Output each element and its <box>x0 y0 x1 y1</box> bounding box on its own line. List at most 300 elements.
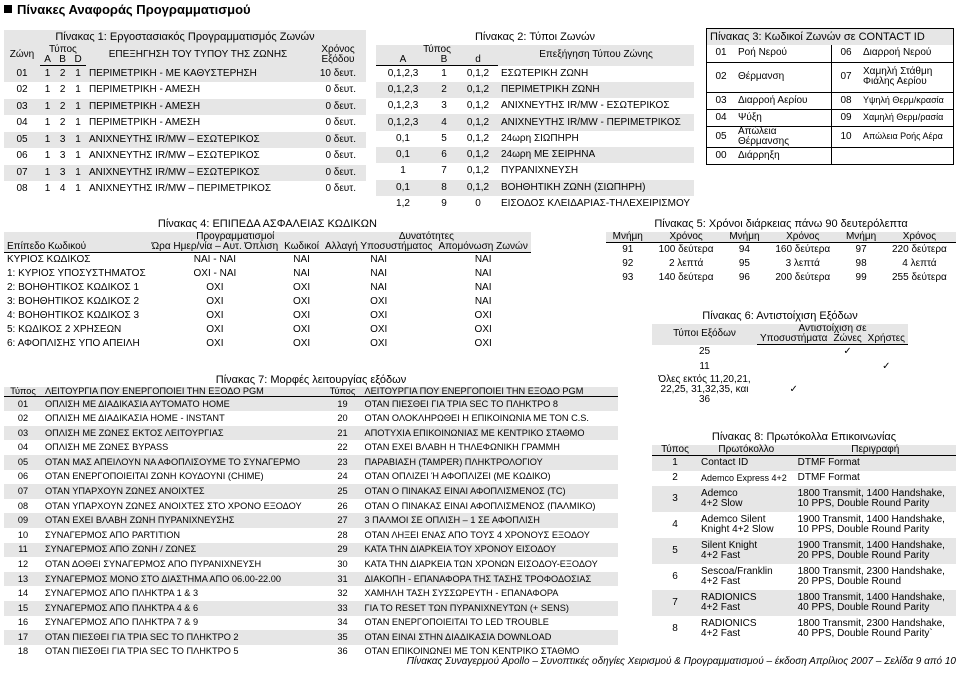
table-row <box>652 456 956 471</box>
table-row <box>4 295 531 309</box>
cell: 3 <box>652 486 698 512</box>
protocol-name: Ademco <box>701 487 738 499</box>
cell: 8 <box>672 622 678 634</box>
cell: 0,1,2 <box>466 67 490 79</box>
cell: 0,1,2 <box>466 132 490 144</box>
cell: ΟΤΑΝ ΕΠΙΚΟΙΝΩΝΕΙ ΜΕ ΤΟΝ ΚΕΝΤΡΙΚΟ ΣΤΑΘΜΟ <box>364 646 580 657</box>
desc-line-1: 1900 Transmit, 1400 Handshake, <box>797 539 945 551</box>
check-cell <box>830 360 864 375</box>
protocol-name: RADIONICS <box>701 591 757 603</box>
desc-line-2: 10 PPS, Double Round Parity <box>797 523 930 535</box>
cell: ΟΤΑΝ Ο ΠΙΝΑΚΑΣ ΕΙΝΑΙ ΑΦΟΠΛΙΣΜΕΝΟΣ (TC) <box>362 484 618 499</box>
header-type: Τύπος <box>652 445 698 456</box>
check-cell: ✓ <box>843 346 852 358</box>
cell: 5 <box>652 538 698 564</box>
check-cell <box>865 345 908 360</box>
cell: 06 <box>832 45 861 62</box>
table-row <box>4 426 618 441</box>
cell: ΟΤΑΝ ΕΝΕΡΓΟΠΟΙΕΙΤΑΙ ΖΩΝΗ ΚΟΥΔΟΥΝΙ (CHIME) <box>45 471 264 482</box>
cell: 19 <box>324 397 362 412</box>
protocol-desc <box>795 538 956 564</box>
table-row <box>606 257 956 271</box>
check-cell <box>865 375 908 405</box>
zone-type-desc: ΠΕΡΙΜΕΤΡΙΚΗ - ΑΜΕΣΗ <box>88 117 201 129</box>
cell: 08 <box>16 183 28 195</box>
cell: 03 <box>707 92 736 109</box>
cell: ΝΑΙ <box>293 253 310 265</box>
table-row <box>4 309 531 323</box>
cell: 06 <box>16 150 28 162</box>
protocol-variant: 4+2 Fast <box>701 549 741 561</box>
cell: Υψηλή Θερμ/κρασία <box>860 92 954 109</box>
cell: ΣΥΝΑΓΕΡΜΟΣ ΜΟΝΟ ΣΤΟ ΔΙΑΣΤΗΜΑ ΑΠΟ 06.00-22.00 <box>42 572 324 587</box>
header-d: d <box>458 55 498 66</box>
header-memory: Μνήμη <box>723 232 767 243</box>
cell: 06 <box>17 471 29 482</box>
header-b: B <box>55 55 70 66</box>
cell: 24ωρη ΜΕ ΣΕΙΡΗΝΑ <box>498 147 694 163</box>
cell: ΟΧΙ <box>474 337 492 349</box>
desc-line-1: DTMF Format <box>797 472 860 483</box>
cell: Διάρρηξη <box>735 147 832 164</box>
cell: 1 <box>40 132 55 149</box>
header-exit-time: Χρόνος Εξόδου <box>310 45 366 66</box>
table-row <box>4 601 618 616</box>
protocol-name: Sescoa/Franklin <box>701 565 773 577</box>
cell: 05 <box>707 126 736 147</box>
protocol-desc <box>795 616 956 642</box>
cell: 1 <box>75 183 81 195</box>
cell: 1 <box>75 150 81 162</box>
table-row <box>652 538 956 564</box>
cell: 4 <box>672 518 678 530</box>
protocol-name: Contact ID <box>701 457 749 469</box>
cell: 11 <box>4 543 42 558</box>
cell: ΟΤΑΝ ΕΝΕΡΓΟΠΟΙΕΙΤΑΙ ΤΟ LED TROUBLE <box>364 617 549 628</box>
cell: 0 δευτ. <box>325 117 356 129</box>
table-row <box>4 616 618 631</box>
cell: ΟΧΙ <box>370 337 388 349</box>
cell: 0,1,2 <box>466 165 490 177</box>
cell: 2: ΒΟΗΘΗΤΙΚΟΣ ΚΩΔΙΚΟΣ 1 <box>7 281 140 293</box>
table-row <box>376 98 694 114</box>
protocol-cell <box>698 486 795 512</box>
table-row <box>652 360 908 375</box>
protocol-cell <box>698 564 795 590</box>
protocol-cell <box>698 512 795 538</box>
cell: ΧΑΜΗΛΗ ΤΑΣΗ ΣΥΣΣΩΡΕΥΤΗ - ΕΠΑΝΑΦΟΡΑ <box>364 588 559 599</box>
cell: ΣΥΝΑΓΕΡΜΟΣ ΑΠΟ ΖΩΝΗ / ΖΩΝΕΣ <box>42 543 324 558</box>
cell: 0,1 <box>396 132 410 144</box>
cell: ΟΠΛΙΣΗ ΜΕ ΖΩΝΕΣ ΕΚΤΟΣ ΛΕΙΤΟΥΡΓΙΑΣ <box>42 426 324 441</box>
header-change: Αλλαγή Υποσυστήματος <box>322 242 436 253</box>
cell: 07 <box>832 62 861 92</box>
cell: ΟΤΑΝ ΠΙΕΣΘΕΙ ΓΙΑ ΤΡΙΑ SEC ΤΟ ΠΛΗΚΤΡΟ 5 <box>45 646 239 657</box>
cell: 3 <box>59 150 66 162</box>
cell: 1 <box>75 84 81 96</box>
protocol-cell <box>698 616 795 642</box>
check-cell <box>830 375 864 405</box>
table-4-title: Πίνακας 4: ΕΠΙΠΕΔΑ ΑΣΦΑΛΕΙΑΣ ΚΩΔΙΚΩΝ <box>157 217 377 230</box>
cell: 4: ΒΟΗΘΗΤΙΚΟΣ ΚΩΔΙΚΟΣ 3 <box>7 309 140 321</box>
header-level: Επίπεδο Κωδικού <box>4 242 149 253</box>
cell: 140 δεύτερα <box>658 271 714 283</box>
zone-type-desc: ΑΝΙΧΝΕΥΤΗΣ IR/MW – ΕΣΩΤΕΡΙΚΟΣ <box>88 150 260 162</box>
cell: ΟΧΙ <box>206 295 224 307</box>
cell: ΟΤΑΝ ΠΙΕΣΘΕΙ ΓΙΑ ΤΡΙΑ SEC ΤΟ ΠΛΗΚΤΡΟ 8 <box>362 397 618 412</box>
cell: 160 δεύτερα <box>775 243 831 255</box>
cell: 12 <box>17 558 29 569</box>
cell: 4 λεπτά <box>902 257 937 269</box>
cell: 96 <box>738 271 750 283</box>
header-mapping: Αντιστοίχιση σε <box>757 324 908 334</box>
desc-line-1: 1800 Transmit, 2300 Handshake, <box>797 617 945 629</box>
protocol-cell <box>698 590 795 616</box>
header-zone: Ζώνη <box>4 45 40 66</box>
cell: Ψύξη <box>735 109 832 126</box>
protocol-desc <box>795 512 956 538</box>
cell: 200 δεύτερα <box>775 271 831 283</box>
cell: 0 δευτ. <box>310 165 366 182</box>
cell: 02 <box>16 84 28 96</box>
table-2-title: Πίνακας 2: Τύποι Ζωνών <box>474 31 596 43</box>
protocol-variant: 4+2 Slow <box>701 497 743 509</box>
header-bypass: Απομόνωση Ζωνών <box>435 242 530 253</box>
cell: Χαμηλή Θερμ/ρασία <box>860 109 954 126</box>
cell: ΟΤΑΝ ΥΠΑΡΧΟΥΝ ΖΩΝΕΣ ΑΝΟΙΧΤΕΣ <box>42 484 324 499</box>
protocol-variant: 4+2 Fast <box>701 601 741 613</box>
table-3-title: Πίνακας 3: Κωδικοί Ζωνών σε CONTACT ID <box>707 29 954 46</box>
cell: 18 <box>17 646 29 657</box>
cell: 32 <box>337 588 348 599</box>
cell: Θέρμανση <box>735 62 832 92</box>
cell: ΟΤΑΝ Ο ΠΙΝΑΚΑΣ ΕΙΝΑΙ ΑΦΟΠΛΙΣΜΕΝΟΣ (ΠΑΛΜΙΚΟ) <box>364 500 596 511</box>
zone-type-desc: ΠΕΡΙΜΕΤΡΙΚΗ - ΑΜΕΣΗ <box>86 99 310 116</box>
header-a: A <box>376 55 430 66</box>
cell: 29 <box>324 543 362 558</box>
square-bullet-icon <box>4 5 12 13</box>
table-row <box>606 243 956 257</box>
zone-type-desc: ΑΝΙΧΝΕΥΤΗΣ IR/MW – ΕΣΩΤΕΡΙΚΟΣ <box>86 132 310 149</box>
table-row <box>4 253 531 267</box>
cell: ΟΤΑΝ ΔΟΘΕΙ ΣΥΝΑΓΕΡΜΟΣ ΑΠΟ ΠΥΡΑΝΙΧΝΕΥΣΗ <box>45 558 262 569</box>
table-5-title: Πίνακας 5: Χρόνοι διάρκειας πάνω 90 δευτερόλεπτα <box>654 217 908 230</box>
cell: ΔΙΑΚΟΠΗ - ΕΠΑΝΑΦΟΡΑ ΤΗΣ ΤΑΣΗΣ ΤΡΟΦΟΔΟΣΙΑΣ <box>362 572 618 587</box>
cell: 0 δευτ. <box>310 132 366 149</box>
table-row <box>376 114 694 130</box>
cell: ΟΧΙ - ΝΑΙ <box>193 267 237 279</box>
cell: ΟΧΙ <box>292 337 311 349</box>
table-row <box>707 126 954 147</box>
cell: 04 <box>16 117 28 129</box>
cell: ΟΠΛΙΣΗ ΜΕ ΖΩΝΕΣ BYPASS <box>45 442 169 453</box>
cell: 1 <box>652 456 698 471</box>
cell: 9 <box>441 198 447 210</box>
cell: 94 <box>738 243 750 255</box>
protocol-name: Silent Knight <box>701 539 758 551</box>
cell: 24ωρη ΣΙΩΠΗΡΗ <box>501 132 579 144</box>
cell <box>860 147 954 164</box>
table-5 <box>606 216 956 285</box>
cell: 04 <box>707 109 736 126</box>
table-row <box>376 131 694 147</box>
cell: 0,1 <box>376 147 430 163</box>
cell: 1 <box>70 66 86 83</box>
cell: 15 <box>4 601 42 616</box>
header-codes: Κωδικοί <box>281 242 322 253</box>
header-protocol: Πρωτόκολλο <box>698 445 795 456</box>
header-desc: Επεξήγηση Τύπου Ζώνης <box>498 45 694 66</box>
protocol-desc <box>795 471 956 486</box>
cell: 92 <box>622 257 634 269</box>
table-row <box>4 148 366 165</box>
table-row <box>4 630 618 645</box>
protocol-desc <box>795 590 956 616</box>
desc-line-1: 1800 Transmit, 2300 Handshake, <box>797 565 945 577</box>
cell: 26 <box>337 500 348 511</box>
cell: 0,1,2,3 <box>376 82 430 98</box>
header-type: Τύπος <box>40 45 86 55</box>
header-time: Χρόνος <box>650 232 723 243</box>
cell: ΟΧΙ <box>292 295 311 307</box>
cell: 23 <box>324 455 362 470</box>
header-memory: Μνήμη <box>606 232 650 243</box>
cell: ΠΕΡΙΜΕΤΡΙΚΗ ΖΩΝΗ <box>498 82 694 98</box>
output-type: Όλες εκτός 11,20,21, 22,25, 31,32,35, και 36 <box>658 373 751 405</box>
header-type-2: Τύπος <box>324 387 362 397</box>
desc-line-2: 40 PPS, Double Round Parity` <box>797 627 933 639</box>
cell: 24 <box>337 471 348 482</box>
cell: 7 <box>441 165 447 177</box>
cell: 36 <box>337 646 348 657</box>
cell: ΣΥΝΑΓΕΡΜΟΣ ΑΠΟ PARTITION <box>45 529 181 540</box>
cell: ΚΥΡΙΟΣ ΚΩΔΙΚΟΣ <box>7 253 91 265</box>
table-row <box>4 586 618 601</box>
cell: 1,2 <box>396 198 410 210</box>
table-row <box>376 147 694 163</box>
table-row <box>707 62 954 92</box>
cell: 0,1,2,3 <box>376 114 430 130</box>
table-row <box>4 99 366 116</box>
table-row <box>4 82 366 99</box>
table-row <box>4 411 618 426</box>
cell: 95 <box>738 257 750 269</box>
cell: 1 <box>40 99 55 116</box>
table-row <box>4 132 366 149</box>
header-output-type: Τύποι Εξόδων <box>652 324 757 345</box>
protocol-name: RADIONICS <box>701 617 757 629</box>
cell: 02 <box>707 62 736 92</box>
table-row <box>4 165 366 182</box>
header-type: Τύπος <box>376 45 498 55</box>
cell: 1 <box>441 67 447 79</box>
cell: ΟΧΙ <box>206 337 224 349</box>
cell: 2 <box>55 66 70 83</box>
table-2 <box>376 30 694 212</box>
table-row <box>4 557 618 572</box>
table-row <box>4 440 618 455</box>
header-time: Χρόνος <box>883 232 956 243</box>
cell: 0,1,2 <box>458 180 498 196</box>
cell: 1 <box>40 66 55 83</box>
cell: 0,1,2,3 <box>387 100 419 112</box>
desc-line-1: 1900 Transmit, 1400 Handshake, <box>797 513 945 525</box>
cell: ΝΑΙ <box>293 267 310 279</box>
cell: ΣΥΝΑΓΕΡΜΟΣ ΑΠΟ ΠΛΗΚΤΡΑ 7 & 9 <box>45 617 199 628</box>
cell: Απώλεια Ροής Αέρα <box>860 126 954 147</box>
cell: ΟΧΙ <box>474 309 492 321</box>
cell: 16 <box>17 617 29 628</box>
cell: 34 <box>337 617 348 628</box>
desc-line-2: 20 PPS, Double Round Parity <box>797 549 930 561</box>
cell: ΑΠΟΤΥΧΙΑ ΕΠΙΚΟΙΝΩΝΙΑΣ ΜΕ ΚΕΝΤΡΙΚΟ ΣΤΑΘΜΟ <box>362 426 618 441</box>
cell: ΝΑΙ <box>370 267 388 279</box>
cell: 6 <box>430 147 458 163</box>
protocol-cell <box>698 471 795 486</box>
cell: 10 <box>832 126 861 147</box>
cell: 3 ΠΑΛΜΟΙ ΣΕ ΟΠΛΙΣΗ – 1 ΣΕ ΑΦΟΠΛΙΣΗ <box>362 513 618 528</box>
cell: ΠΥΡΑΝΙΧΝΕΥΣΗ <box>501 165 579 177</box>
cell: 30 <box>337 558 348 569</box>
cell: 4 <box>430 114 458 130</box>
cell: ΟΤΑΝ ΠΙΕΣΘΕΙ ΓΙΑ ΤΡΙΑ SEC ΤΟ ΠΛΗΚΤΡΟ 2 <box>42 630 324 645</box>
cell: 33 <box>324 601 362 616</box>
cell: 07 <box>4 165 40 182</box>
protocol-cell <box>698 456 795 471</box>
cell: ΟΠΛΙΣΗ ΜΕ ΔΙΑΔΙΚΑΣΙΑ HOME - INSTANT <box>45 412 225 423</box>
cell: 14 <box>17 588 29 599</box>
cell: ΚΑΤΑ ΤΗΝ ΔΙΑΡΚΕΙΑ ΤΩΝ ΧΡΟΝΩΝ ΕΙΣΟΔΟΥ-ΕΞΟΔΟΥ <box>364 558 598 569</box>
zone-type-desc: ΠΕΡΙΜΕΤΡΙΚΗ - ΜΕ ΚΑΘΥΣΤΕΡΗΣΗ <box>86 66 310 83</box>
cell <box>832 147 861 164</box>
table-3 <box>706 28 954 165</box>
table-row <box>4 513 618 528</box>
table-row <box>4 455 618 470</box>
cell: 08 <box>17 500 29 511</box>
cell: ΝΑΙ - ΝΑΙ <box>193 253 237 265</box>
cell: ΟΤΑΝ ΟΛΟΚΛΗΡΩΘΕΙ Η ΕΠΙΚΟΙΝΩΝΙΑ ΜΕ ΤΟΝ C.S. <box>364 412 589 423</box>
cell: 2 <box>55 99 70 116</box>
header-b: B <box>430 55 458 66</box>
check-cell: ✓ <box>882 361 891 372</box>
cell: ΝΑΙ <box>370 281 388 293</box>
cell: 220 δεύτερα <box>892 243 947 255</box>
protocol-cell <box>698 538 795 564</box>
zone-type-desc: ΠΕΡΙΜΕΤΡΙΚΗ - ΑΜΕΣΗ <box>88 84 201 96</box>
cell: 09 <box>832 109 861 126</box>
cell: 8 <box>430 180 458 196</box>
cell: 98 <box>855 257 867 269</box>
cell: ΟΧΙ <box>206 309 224 321</box>
protocol-variant: 4+2 Fast <box>701 627 741 639</box>
cell: ΟΧΙ <box>370 309 388 321</box>
cell: 08 <box>832 92 861 109</box>
cell: 03 <box>4 426 42 441</box>
check-cell: ✓ <box>789 383 798 395</box>
cell: 100 δεύτερα <box>658 243 714 255</box>
cell: 91 <box>622 243 634 255</box>
cell: 05 <box>4 455 42 470</box>
header-partitions: Υποσυστήματα <box>757 334 830 345</box>
table-row <box>4 499 618 514</box>
cell: 25 <box>324 484 362 499</box>
cell: 2 <box>59 117 66 129</box>
table-row <box>652 471 956 486</box>
cell: 1 <box>70 165 86 182</box>
cell: Διαρροή Νερού <box>860 45 954 62</box>
cell: 0,1,2,3 <box>387 67 419 79</box>
cell: ΟΧΙ <box>370 295 388 307</box>
table-row <box>4 281 531 295</box>
cell: ΟΧΙ <box>292 309 311 321</box>
header-programming: Προγραμματισμοί <box>149 232 322 242</box>
table-row <box>707 109 954 126</box>
cell: 05 <box>4 132 40 149</box>
cell: ΟΤΑΝ ΕΧΕΙ ΒΛΑΒΗ ΖΩΝΗ ΠΥΡΑΝΙΧΝΕΥΣΗΣ <box>42 513 324 528</box>
cell: ΟΧΙ <box>292 323 311 335</box>
cell: 09 <box>4 513 42 528</box>
footer: Πίνακας Συναγερμού Apollo – Συνοπτικές οδηγίες Χειρισμού & Προγραμματισμού – έκδοση Απρίλιος 2007 – Σελίδα 9 από 10 <box>406 656 956 667</box>
cell: 01 <box>707 45 736 62</box>
desc-line-1: DTMF Format <box>797 457 860 469</box>
output-type: 11 <box>699 361 710 372</box>
table-row <box>4 181 366 198</box>
header-time: Ώρα Ημερ/νία – Αυτ. Όπλιση <box>149 242 282 253</box>
table-row <box>652 486 956 512</box>
cell: ΟΧΙ <box>206 281 224 293</box>
header-capabilities: Δυνατότητες <box>322 232 531 242</box>
table-row <box>376 180 694 196</box>
cell: ΑΝΙΧΝΕΥΤΗΣ IR/MW - ΠΕΡΙΜΕΤΡΙΚΟΣ <box>498 114 694 130</box>
cell: 01 <box>4 397 42 412</box>
table-6 <box>652 308 908 405</box>
cell: 6 <box>672 570 678 582</box>
cell: 6: ΑΦΟΠΛΙΣΗΣ ΥΠΟ ΑΠΕΙΛΗ <box>7 337 140 349</box>
cell: 0,1,2 <box>458 114 498 130</box>
cell: 1 <box>75 117 81 129</box>
table-row <box>376 66 694 82</box>
table-row <box>4 323 531 337</box>
cell: 1 <box>70 99 86 116</box>
check-cell <box>757 360 830 375</box>
cell: 1 <box>44 150 51 162</box>
table-row <box>707 45 954 62</box>
cell: 0 <box>475 198 481 210</box>
page-title: Πίνακες Αναφοράς Προγραμματισμού <box>4 2 251 17</box>
header-memory: Μνήμη <box>839 232 883 243</box>
cell: ΟΤΑΝ ΥΠΑΡΧΟΥΝ ΖΩΝΕΣ ΑΝΟΙΧΤΕΣ ΣΤΟ ΧΡΟΝΟ ΕΞΟΔΟΥ <box>45 500 302 511</box>
cell: ΕΙΣΟΔΟΣ ΚΛΕΙΔΑΡΙΑΣ-ΤΗΛΕΧΕΙΡΙΣΜΟΥ <box>501 198 691 210</box>
desc-line-1: 1800 Transmit, 1400 Handshake, <box>797 487 945 499</box>
table-row <box>652 512 956 538</box>
desc-line-2: 20 PPS, Double Round <box>797 575 902 587</box>
cell: ΟΤΑΝ ΛΗΞΕΙ ΕΝΑΣ ΑΠΟ ΤΟΥΣ 4 ΧΡΟΝΟΥΣ ΕΞΟΔΟΥ <box>364 529 590 540</box>
zone-type-desc: ΑΝΙΧΝΕΥΤΗΣ IR/MW – ΠΕΡΙΜΕΤΡΙΚΟΣ <box>88 183 272 195</box>
header-zones: Ζώνες <box>830 334 864 345</box>
table-row <box>652 616 956 642</box>
cell: 2 <box>672 472 678 483</box>
header-d: D <box>70 55 86 66</box>
cell: ΝΑΙ <box>474 295 492 307</box>
cell: 27 <box>324 513 362 528</box>
cell: ΝΑΙ <box>474 267 492 279</box>
cell: ΝΑΙ <box>474 253 492 265</box>
cell: ΒΟΗΘΗΤΙΚΗ ΖΩΝΗ (ΣΙΩΠΗΡΗ) <box>498 180 694 196</box>
table-row <box>4 543 618 558</box>
table-row <box>652 375 908 405</box>
cell: 10 <box>17 529 29 540</box>
cell: 1 <box>44 183 51 195</box>
